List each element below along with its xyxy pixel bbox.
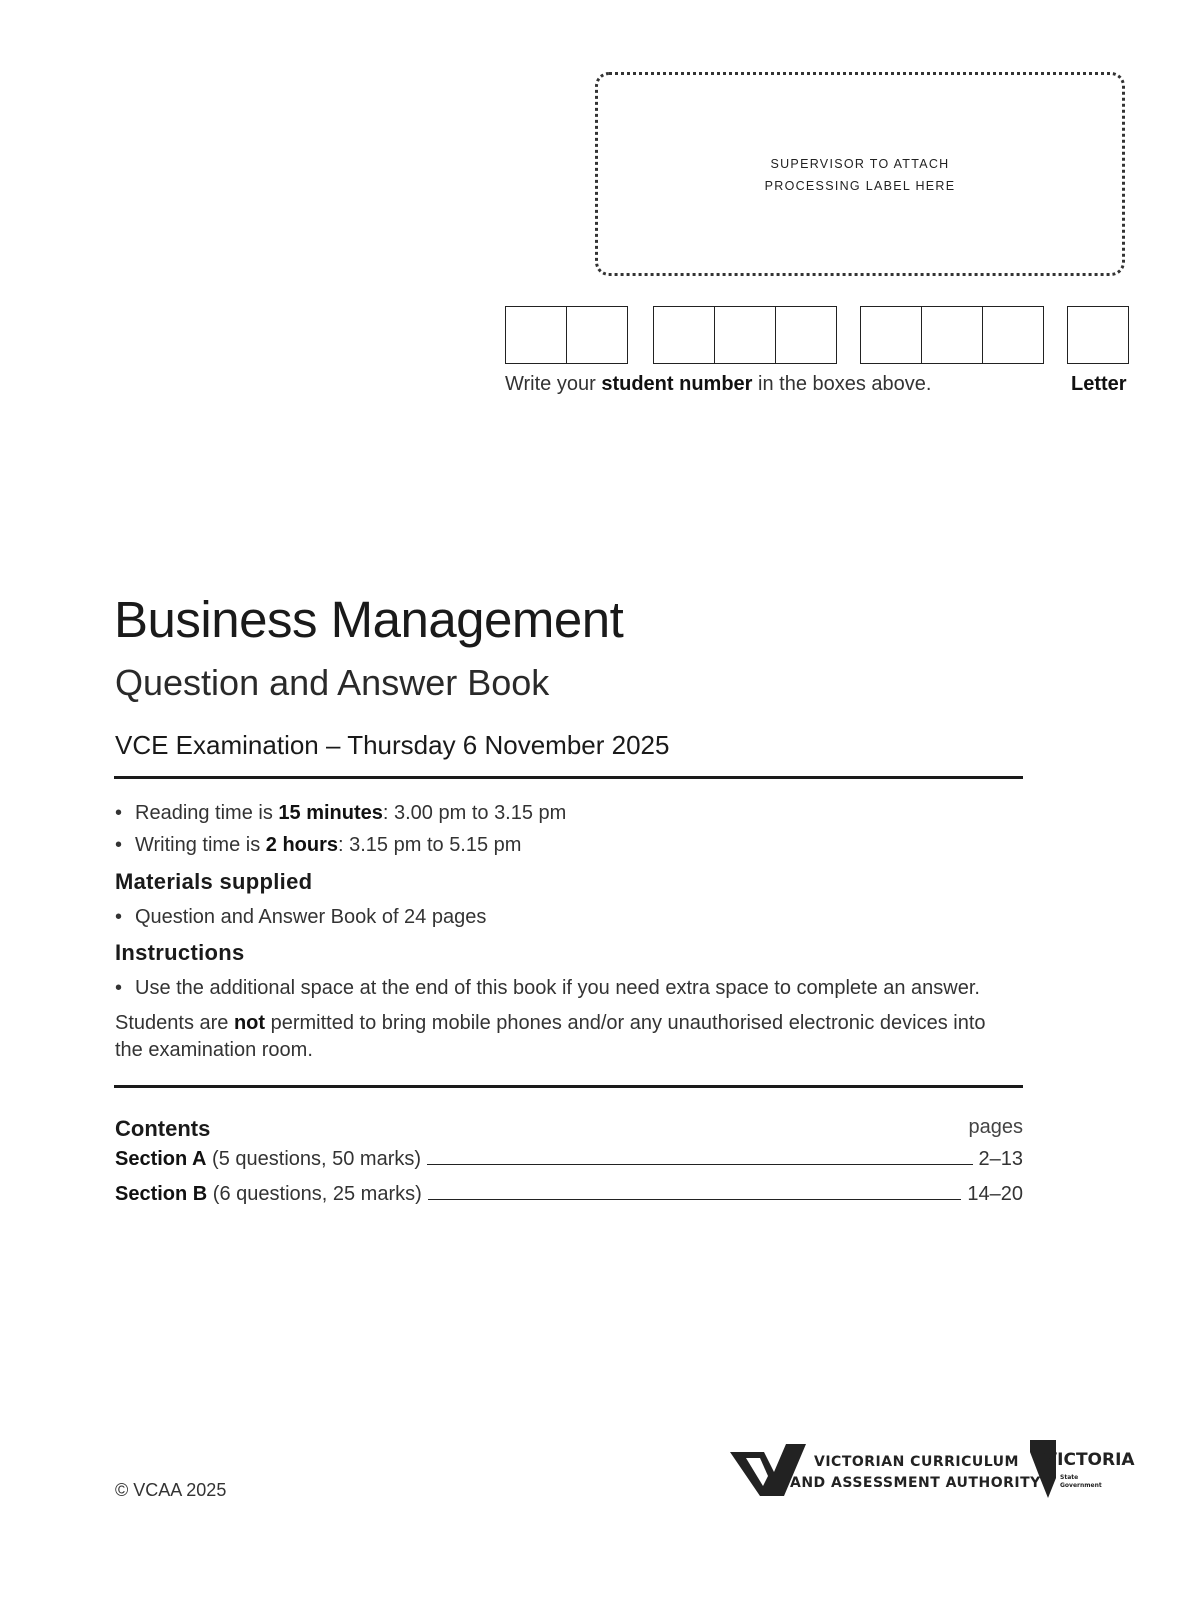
bullet-icon: • bbox=[115, 906, 123, 928]
materials-heading: Materials supplied bbox=[115, 869, 313, 894]
svg-text:Government: Government bbox=[1060, 1482, 1102, 1489]
student-number-group-3 bbox=[860, 306, 1044, 364]
bullet-icon: • bbox=[115, 802, 123, 824]
exam-date: VCE Examination – Thursday 6 November 2025 bbox=[115, 730, 670, 760]
processing-label-area bbox=[595, 72, 1125, 276]
divider-bottom bbox=[114, 1085, 1023, 1088]
student-letter-box[interactable] bbox=[1067, 306, 1129, 364]
student-number-box[interactable] bbox=[982, 306, 1044, 364]
page-subtitle: Question and Answer Book bbox=[115, 662, 550, 703]
toc-pages: 2–13 bbox=[978, 1148, 1023, 1170]
student-number-box[interactable] bbox=[653, 306, 715, 364]
student-number-caption: Write your student number in the boxes above. bbox=[505, 373, 932, 395]
time-list bbox=[115, 797, 566, 861]
toc-leader bbox=[428, 1199, 962, 1200]
svg-text:VICTORIAN CURRICULUM: VICTORIAN CURRICULUM bbox=[814, 1454, 1019, 1470]
toc-leader bbox=[427, 1164, 972, 1165]
student-number-box[interactable] bbox=[775, 306, 837, 364]
pages-label: pages bbox=[968, 1116, 1023, 1138]
student-number-group-1 bbox=[505, 306, 628, 364]
student-number-box[interactable] bbox=[566, 306, 628, 364]
toc-row-section-a: Section A (5 questions, 50 marks) 2–13 bbox=[115, 1148, 1023, 1170]
student-number-box[interactable] bbox=[860, 306, 922, 364]
list-item: • Use the additional space at the end of this book if you need extra space to complete an answer. bbox=[115, 972, 980, 1004]
instructions-heading: Instructions bbox=[115, 940, 245, 965]
toc-row-section-b: Section B (6 questions, 25 marks) 14–20 bbox=[115, 1183, 1023, 1205]
svg-text:VICTORIA: VICTORIA bbox=[1044, 1450, 1135, 1470]
instructions-list bbox=[115, 972, 980, 1004]
student-number-box[interactable] bbox=[505, 306, 567, 364]
toc-pages: 14–20 bbox=[967, 1183, 1023, 1205]
bullet-icon: • bbox=[115, 977, 123, 999]
student-number-group-2 bbox=[653, 306, 837, 364]
victoria-government-logo bbox=[1030, 1438, 1135, 1507]
materials-list bbox=[115, 901, 486, 933]
letter-box-group bbox=[1067, 306, 1129, 364]
student-number-box[interactable] bbox=[921, 306, 983, 364]
label-instruction-line-1: SUPERVISOR TO ATTACH bbox=[770, 157, 950, 171]
list-item: • Reading time is 15 minutes: 3.00 pm to 3.15 pm bbox=[115, 797, 566, 829]
list-item: • Writing time is 2 hours: 3.15 pm to 5.15 pm bbox=[115, 829, 566, 861]
copyright-notice: © VCAA 2025 bbox=[115, 1480, 227, 1500]
bullet-icon: • bbox=[115, 834, 123, 856]
label-instruction-line-2: PROCESSING LABEL HERE bbox=[764, 179, 956, 193]
contents-heading: Contents bbox=[115, 1116, 211, 1141]
svg-text:State: State bbox=[1060, 1474, 1079, 1481]
student-number-box[interactable] bbox=[714, 306, 776, 364]
devices-note: Students are not permitted to bring mobile phones and/or any unauthorised electronic devices into the examination room. bbox=[115, 1012, 986, 1061]
divider-top bbox=[114, 776, 1023, 779]
list-item: • Question and Answer Book of 24 pages bbox=[115, 901, 486, 933]
contents-header bbox=[115, 1116, 1023, 1142]
vcaa-logo bbox=[730, 1440, 1041, 1505]
letter-caption: Letter bbox=[1071, 373, 1127, 395]
svg-text:AND ASSESSMENT AUTHORITY: AND ASSESSMENT AUTHORITY bbox=[790, 1475, 1041, 1491]
page-title: Business Management bbox=[114, 591, 624, 648]
